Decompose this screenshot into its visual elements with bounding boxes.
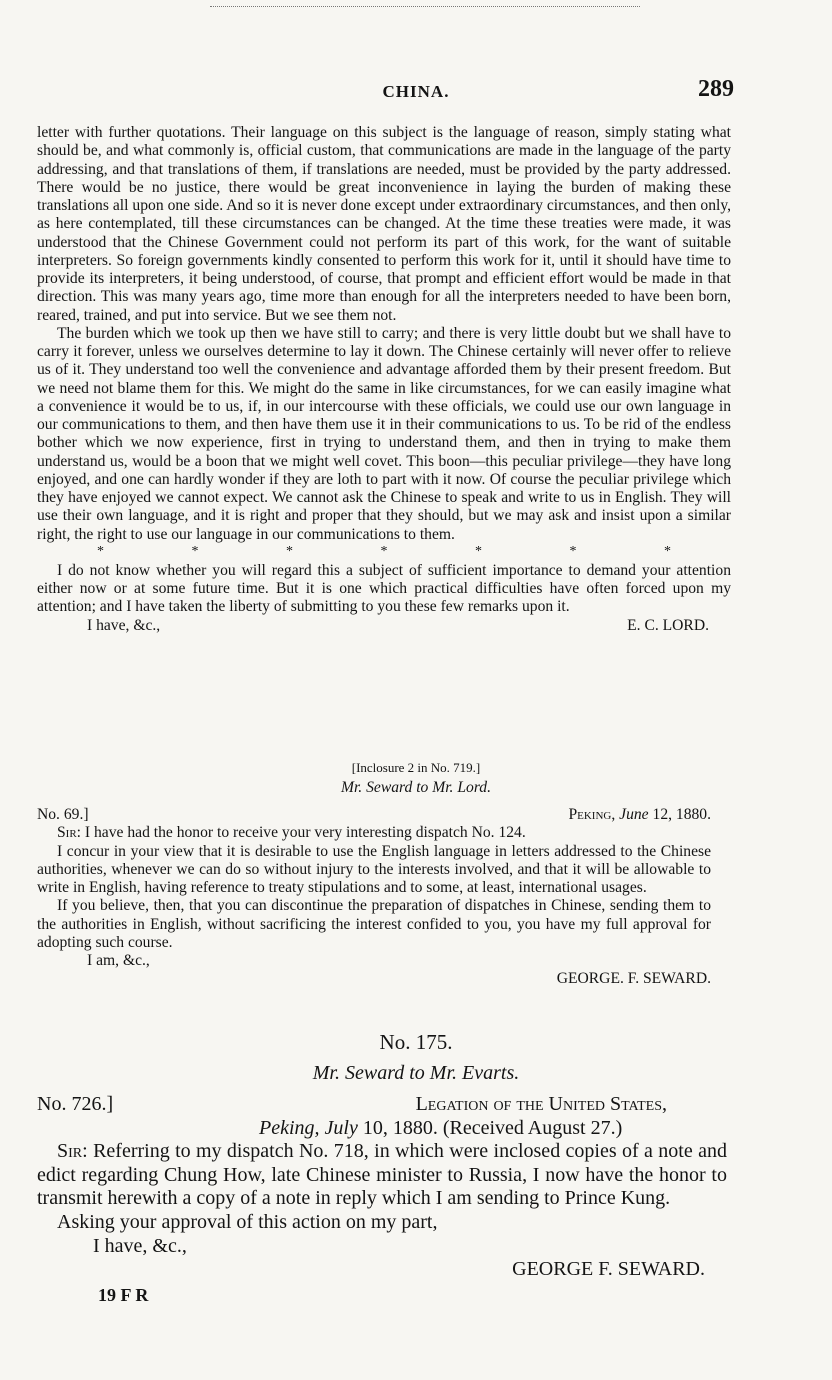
dateline <box>37 1117 727 1141</box>
received-note: (Received August 27.) <box>442 1116 623 1139</box>
page-number: 289 <box>698 76 734 102</box>
body-paragraph <box>37 1140 727 1211</box>
letter-lord-section <box>37 124 731 635</box>
legation-line: Legation of the United States, <box>415 1093 667 1115</box>
valediction: I have, &c., <box>87 616 161 634</box>
dateline-rest: 12, 1880. <box>652 806 711 823</box>
document-175-letter <box>37 1093 727 1282</box>
salutation: Sir: <box>57 1140 88 1163</box>
dateline-month: June <box>619 806 649 823</box>
star: * <box>475 543 482 559</box>
legation-row <box>37 1093 727 1117</box>
running-header-title: CHINA. <box>382 82 450 101</box>
salutation: Sir: <box>57 824 82 842</box>
document-title: Mr. Seward to Mr. Evarts. <box>312 1062 520 1084</box>
closing-line: Asking your approval of this action on my part, <box>57 1210 438 1233</box>
star: * <box>191 543 199 559</box>
dateline-place: Peking, <box>568 806 616 823</box>
dateline-place: Peking, <box>259 1116 320 1139</box>
star: * <box>97 543 104 559</box>
letter-paragraph: The burden which we took up then we have still to carry; and there is very little doubt but we shall have to carry it forever, unless we ourselves determine to lay it down. The Chinese certainly will never offer to relieve us of it. They understand too well the convenience and advantage afforded them by their present freedom. But we need not blame them for this. We might do the same in like circumstances, for we can easily imagine what a convenience it would be to us, if, in our intercourse with these officials, we could use our own language in our communications to them, and then have them use it in their communications to us. To be rid of the endless bother which we now experience, first in trying to understand them, and then in trying to make them understand us, would be a boon that we might well covet. This boon—this peculiar privilege—they have long enjoyed, and one can hardly wonder if they are loth to part with it now. Of course the peculiar privilege which they have enjoyed we cannot expect. We cannot ask the Chinese to speak and write to us in English. They will use their own language, and it is right and proper that they should, but we may ask and insist upon a similar right, the right to use our language in our communications to them. <box>37 324 731 543</box>
top-edge-rule <box>210 0 640 7</box>
dateline <box>568 806 711 824</box>
dispatch-number: No. 69.] <box>37 806 89 823</box>
inclosure-letter <box>37 806 711 989</box>
signature-mark: 19 F R <box>98 1285 149 1305</box>
dateline-rest: 10, 1880. <box>362 1116 438 1139</box>
closing-paragraph: I do not know whether you will regard this a subject of sufficient importance to demand your attention either now or at some future time. But it is one which practical difficulties have often forced upon my attention; and I have taken the liberty of submitting to you these few remarks upon it. <box>37 561 731 616</box>
valediction: I have, &c., <box>93 1234 187 1257</box>
inclosure-paragraph: I concur in your view that it is desirable to use the English language in letters addressed to the Chinese authorities, whenever we can do so without injury to the interests involved, and that it will be allowable to write in English, having reference to treaty stipulations and to some, at least, international usages. <box>37 842 711 896</box>
letter-paragraph: letter with further quotations. Their language on this subject is the language of reason, simply stating what should be, and what commonly is, official custom, that communications are made in the language of the party addressing, and that translations of them, if translations are needed, must be provided by the party addressed. There would be no justice, there would be great inconvenience in laying the burden of making these translations all upon one side. And so it is never done except under extraordinary circumstances, and then only, as here contemplated, till these circumstances can be changed. At the time these treaties were made, it was understood that the Chinese Government could not perform its part of this work, for the want of suitable interpreters. So foreign governments kindly consented to perform this work for it, until it should have time to provide its interpreters, it being understood, of course, that prompt and efficient effort would be made in that direction. This was many years ago, time more than enough for all the interpreters needed to have been born, reared, trained, and put into service. But we see them not. <box>37 124 731 324</box>
star: * <box>569 543 577 559</box>
dateline-month: July <box>324 1116 358 1139</box>
signature-row <box>37 617 731 635</box>
paragraph-text: Referring to my dispatch No. 718, in which were inclosed copies of a note and edict regarding Chung How, late Chinese minister to Russia, I now have the honor to transmit herewith a copy of a note in reply which I am sending to Prince Kung. <box>37 1140 727 1210</box>
star: * <box>664 543 671 559</box>
inclosure-title: Mr. Seward to Mr. Lord. <box>340 779 492 796</box>
paragraph-text: I have had the honor to receive your very interesting dispatch No. 124. <box>84 824 526 842</box>
valediction: I am, &c., <box>87 952 150 969</box>
signature: GEORGE F. SEWARD. <box>512 1258 705 1281</box>
document-number-heading: No. 175. <box>379 1030 453 1054</box>
signature: GEORGE. F. SEWARD. <box>556 970 711 988</box>
signature: E. C. LORD. <box>627 616 709 634</box>
star: * <box>380 543 388 559</box>
dispatch-reference: No. 726.] <box>37 1093 114 1115</box>
dateline-row <box>37 806 711 824</box>
star: * <box>286 543 293 559</box>
inclosure-paragraph <box>37 824 711 842</box>
ellipsis-stars <box>37 544 731 560</box>
inclosure-paragraph: If you believe, then, that you can discontinue the preparation of dispatches in Chinese, sending them to the authorities in English, without sacrificing the interest confided to you, you have my full approval for adopting such course. <box>37 897 711 951</box>
inclosure-heading: [Inclosure 2 in No. 719.] <box>351 760 481 775</box>
